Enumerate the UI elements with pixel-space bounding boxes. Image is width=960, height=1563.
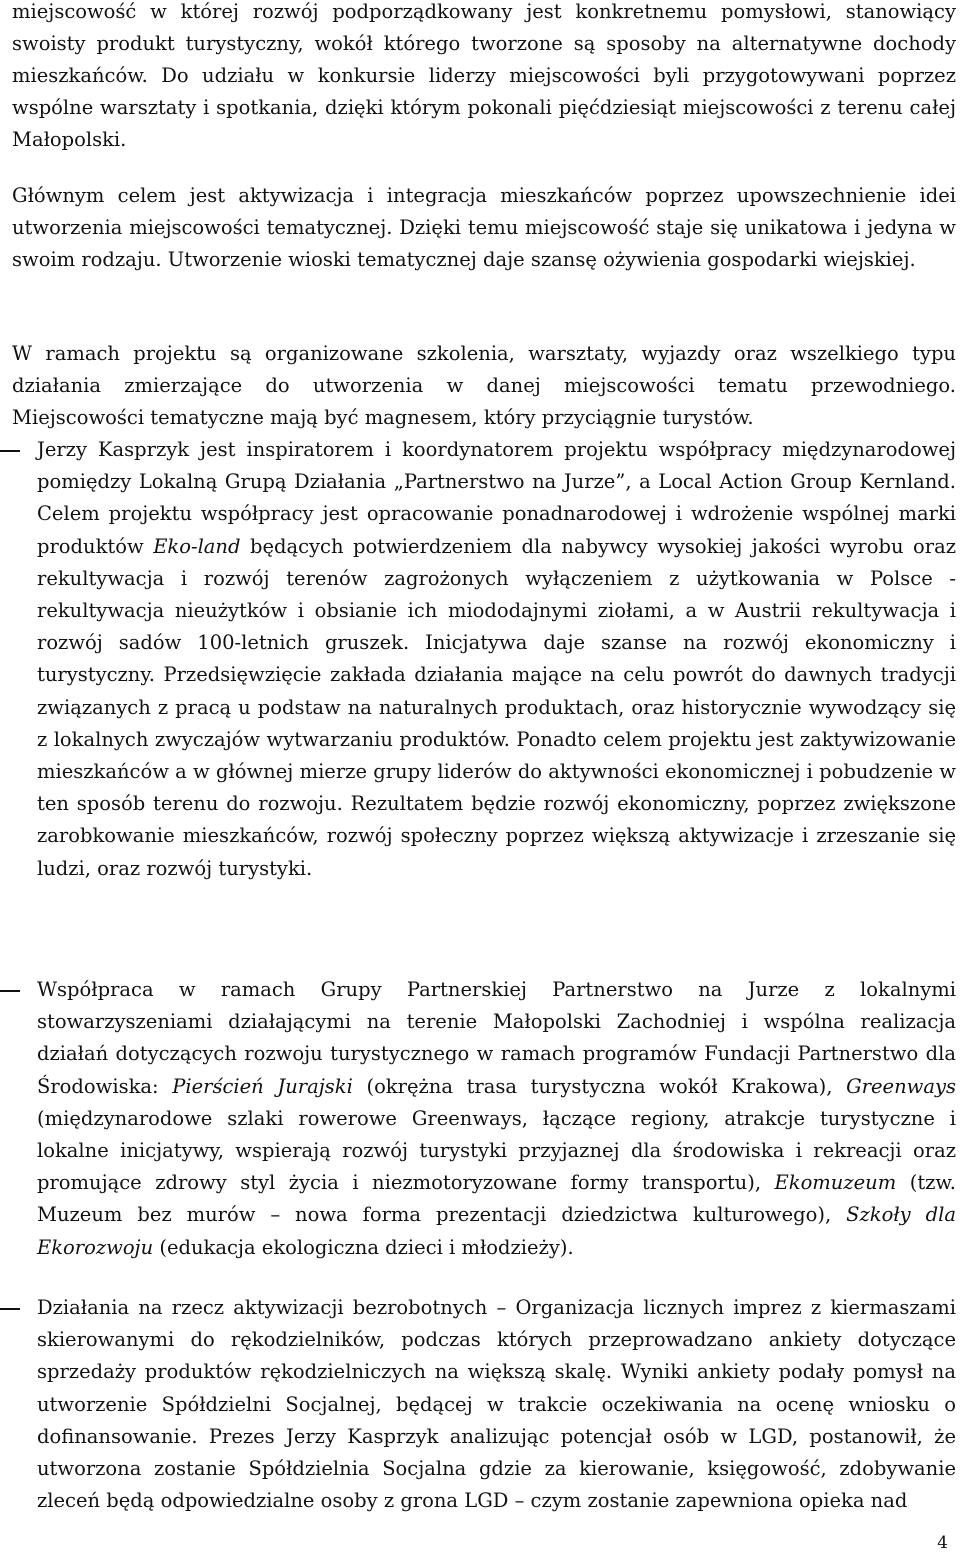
paragraph-main-goal: Głównym celem jest aktywizacja i integracja mieszkańców poprzez upowszechnienie idei utworzenia miejscowości tematycznej. Dzięki temu miejscowość staje się unikatowa i jedyna w swoim rodzaju. Utworzenie wioski tematycznej daje szansę ożywienia gospodarki wiejskiej. — [12, 184, 956, 271]
text-run: Jerzy Kasprzyk jest inspiratorem i koordynatorem projektu współpracy międzynarodowej pomiędzy Lokalną Grupą Działania „Partnerstwo na Jurze”, a Local Action Group Kernland. Celem projektu współpracy jest opracowanie ponadnarodowej i wdrożenie wspólnej marki produktów — [37, 438, 956, 558]
list-item-text — [37, 434, 956, 885]
italic-term-greenways: Greenways — [846, 1074, 956, 1098]
italic-term-szkoly-dla-ekorozwoju: Szkoły dla Ekorozwoju — [37, 1203, 956, 1259]
text-run: (międzynarodowe szlaki rowerowe Greenways, łączące regiony, atrakcje turystyczne i lokalne inicjatywy, wspierają rozwój turystyki przyjaznej dla środowiska i rekreacji oraz promujące zdrowy styl życia i niezmotoryzowane formy transportu), — [37, 1106, 956, 1195]
list-item-text — [37, 974, 956, 1264]
dash-bullet-icon — [0, 434, 24, 466]
italic-term-eko-land: Eko-land — [153, 534, 241, 558]
dash-bullet-icon — [0, 974, 24, 1006]
list-item-text: Działania na rzecz aktywizacji bezrobotnych – Organizacja licznych imprez z kiermaszami skierowanymi do rękodzielników, podczas których przeprowadzano ankiety dotyczące sprzedaży produktów rękodzielniczych na większą skalę. Wyniki ankiety podały pomysł na utworzenie Spółdzielni Socjalnej, będącej w trakcie oczekiwania na ocenę wniosku o dofinansowanie. Prezes Jerzy Kasprzyk analizując potencjał osób w LGD, postanowił, że utworzona zostanie Spółdzielnia Socjalna gdzie za kierowanie, księgowość, zdobywanie zleceń będą odpowiedzialne osoby z grona LGD – czym zostanie zapewniona opieka nad — [37, 1296, 956, 1513]
dash-bullet-icon — [0, 1292, 24, 1324]
text-run: (okrężna trasa turystyczna wokół Krakowa), — [352, 1074, 847, 1098]
text-run: (edukacja ekologiczna dzieci i młodzieży). — [153, 1235, 574, 1259]
text-run: (tzw. Muzeum bez murów – nowa forma prezentacji dziedzictwa kulturowego), — [37, 1171, 957, 1227]
italic-term-pierscien-jurajski: Pierścień Jurajski — [172, 1074, 353, 1098]
paragraph-project-activities: W ramach projektu są organizowane szkolenia, warsztaty, wyjazdy oraz wszelkiego typu działania zmierzające do utworzenia w danej miejscowości tematu przewodniego. Miejscowości tematyczne mają być magnesem, który przyciągnie turystów. — [12, 342, 956, 429]
text-run: będących potwierdzeniem dla nabywcy wysokiej jakości wyrobu oraz rekultywacja i rozwój terenów zagrożonych wyłączeniem z użytkowania w Polsce - rekultywacja nieużytków i obsianie ich miododajnymi ziołami, a w Austrii rekultywacja i rozwój sadów 100-letnich gruszek. Inicjatywa daje szanse na rozwój ekonomiczny i turystyczny. Przedsięwzięcie zakłada działania mające na celu powrót do dawnych tradycji związanych z pracą u podstaw na naturalnych produktach, oraz historycznie wywodzący się z lokalnych zwyczajów wytwarzaniu produktów. Ponadto celem projektu jest zaktywizowanie mieszkańców a w głównej mierze grupy liderów do aktywności ekonomicznej i pobudzenie w ten sposób terenu do rozwoju. Rezultatem będzie rozwój ekonomiczny, poprzez zwiększone zarobkowanie mieszkańców, rozwój społeczny poprzez większą aktywizacje i zrzeszanie się ludzi, oraz rozwój turystyki. — [37, 534, 956, 880]
paragraph-intro-continuation: miejscowość w której rozwój podporządkowany jest konkretnemu pomysłowi, stanowiący swoisty produkt turystyczny, wokół którego tworzone są sposoby na alternatywne dochody mieszkańców. Do udziału w konkursie liderzy miejscowości byli przygotowywani poprzez wspólne warsztaty i spotkania, dzięki którym pokonali pięćdziesiąt miejscowości z terenu całej Małopolski. — [12, 0, 956, 151]
italic-term-ekomuzeum: Ekomuzeum — [774, 1171, 897, 1195]
page-number: 4 — [937, 1533, 948, 1553]
text-run: Współpraca w ramach Grupy Partnerskiej Partnerstwo na Jurze z lokalnymi stowarzyszeniami działającymi na terenie Małopolski Zachodniej i wspólna realizacja działań dotyczących rozwoju turystycznego w ramach programów Fundacji Partnerstwo dla Środowiska: — [37, 978, 956, 1098]
